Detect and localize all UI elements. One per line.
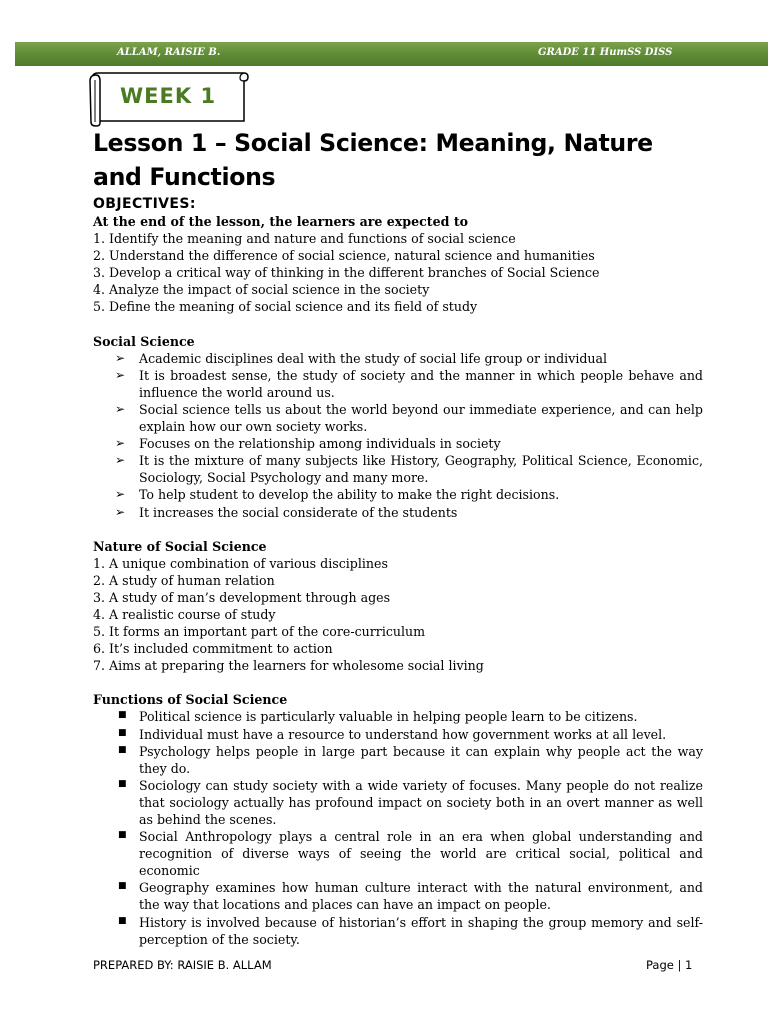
nature-item: 5. It forms an important part of the core-curriculum: [93, 624, 426, 640]
functions-heading: Functions of Social Science: [93, 692, 288, 708]
objective-item: 4. Analyze the impact of social science in the society: [93, 282, 430, 298]
square-bullet-icon: ■: [118, 778, 127, 789]
square-bullet-icon: ■: [118, 915, 127, 926]
social-science-list: [93, 350, 703, 521]
list-item: ➢ Focuses on the relationship among individuals in society: [115, 436, 501, 452]
list-item: ■ Psychology helps people in large part because it can explain why people act the way they do.: [118, 743, 703, 776]
list-item: ➢ To help student to develop the ability to make the right decisions.: [115, 487, 560, 503]
social-science-heading: Social Science: [93, 333, 195, 349]
nature-heading: Nature of Social Science: [93, 538, 267, 554]
lesson-title: Lesson 1 – Social Science: Meaning, Nature and Functions: [93, 129, 653, 191]
objective-item: 3. Develop a critical way of thinking in the different branches of Social Science: [93, 265, 600, 281]
header-student-name: ALLAM, RAISIE B.: [117, 47, 221, 58]
nature-item: 3. A study of man’s development through ages: [93, 589, 391, 605]
list-item: ■ Political science is particularly valuable in helping people learn to be citizens.: [118, 709, 638, 725]
list-item: ■ Sociology can study society with a wide variety of focuses. Many people do not realize that sociology actually has profound impact on society both in an overt manner as well as behind the scenes.: [118, 777, 703, 827]
week-label: WEEK 1: [120, 84, 217, 108]
list-item: ■ Individual must have a resource to understand how government works at all level.: [118, 726, 667, 742]
footer-page-number: Page | 1: [646, 958, 693, 972]
list-item: ➢ Social science tells us about the world beyond our immediate experience, and can help explain how our own society works.: [115, 401, 703, 435]
arrow-bullet-icon: ➢: [115, 453, 126, 468]
arrow-bullet-icon: ➢: [115, 401, 126, 416]
arrow-bullet-icon: ➢: [115, 436, 126, 451]
square-bullet-icon: ■: [118, 727, 127, 738]
list-item: ■ Social Anthropology plays a central role in an era when global understanding and recognition of diverse ways of seeing the world are critical social, political and economic: [118, 829, 703, 879]
objective-item: 1. Identify the meaning and nature and functions of social science: [93, 231, 516, 247]
header-grade: GRADE 11 HumSS DISS: [538, 47, 673, 58]
list-item: ➢ Academic disciplines deal with the study of social life group or individual: [115, 350, 608, 366]
list-item: ■ Geography examines how human culture interact with the natural environment, and the way that locations and places can have an impact on people.: [118, 880, 703, 913]
nature-item: 7. Aims at preparing the learners for wholesome social living: [93, 658, 484, 674]
list-item: ➢ It is the mixture of many subjects like History, Geography, Political Science, Economic, Sociology, Social Psychology and many more.: [115, 453, 703, 486]
lesson-content: [93, 126, 703, 948]
objective-item: 5. Define the meaning of social science and its field of study: [93, 299, 478, 315]
nature-item: 2. A study of human relation: [93, 572, 275, 588]
header-bar: [15, 42, 768, 66]
square-bullet-icon: ■: [118, 881, 127, 892]
square-bullet-icon: ■: [118, 744, 127, 755]
objectives-heading: OBJECTIVES:: [93, 196, 196, 212]
nature-item: 6. It’s included commitment to action: [93, 641, 333, 657]
list-item: ■ History is involved because of historian’s effort in shaping the group memory and self-perception of the society.: [118, 914, 703, 947]
square-bullet-icon: ■: [118, 710, 127, 721]
arrow-bullet-icon: ➢: [115, 350, 126, 365]
square-bullet-icon: ■: [118, 830, 127, 841]
objective-item: 2. Understand the difference of social science, natural science and humanities: [93, 248, 595, 264]
list-item: ➢ It is broadest sense, the study of society and the manner in which people behave and influence the world around us.: [115, 367, 703, 400]
list-item: ➢ It increases the social considerate of the students: [115, 504, 458, 520]
nature-item: 1. A unique combination of various disciplines: [93, 555, 388, 571]
functions-list: [93, 708, 703, 947]
footer-prepared-by: PREPARED BY: RAISIE B. ALLAM: [93, 958, 272, 972]
arrow-bullet-icon: ➢: [115, 487, 126, 502]
nature-item: 4. A realistic course of study: [93, 606, 276, 622]
arrow-bullet-icon: ➢: [115, 367, 126, 382]
arrow-bullet-icon: ➢: [115, 504, 126, 519]
objectives-intro: At the end of the lesson, the learners are expected to: [93, 214, 469, 229]
